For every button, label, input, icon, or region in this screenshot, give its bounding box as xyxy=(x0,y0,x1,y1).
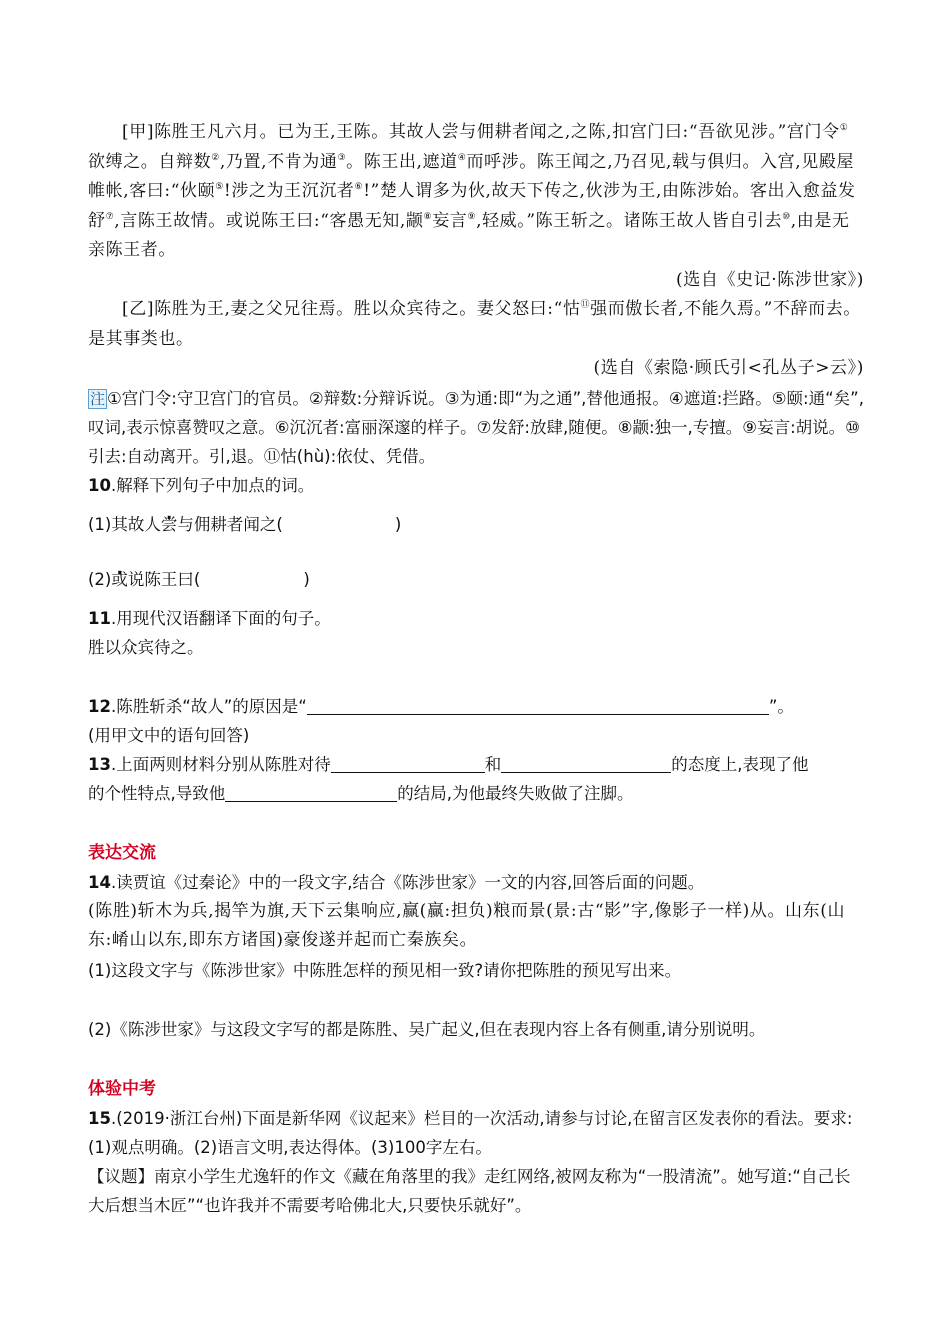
question-14-item-2: (2)《陈涉世家》与这段文字写的都是陈胜、吴广起义,但在表现内容上各有侧重,请分别说明。 xyxy=(88,1019,766,1039)
question-15: 15.(2019·浙江台州)下面是新华网《议起来》栏目的一次活动,请参与讨论,在留言区发表你的看法。要求:(1)观点明确。(2)语言文明,表达得体。(3)100字左右。 xyxy=(88,1108,853,1157)
question-14-quote: (陈胜)斩木为兵,揭竿为旗,天下云集响应,赢(赢:担负)粮而景(景:古“影”字,像影子一样)从。山东(山东:崤山以东,即东方诸国)豪俊遂并起而亡秦族矣。 xyxy=(88,900,846,950)
passage-yi: [乙]陈胜为王,妻之父兄往焉。胜以众宾待之。妻父怒曰:“怙⑪强而傲长者,不能久焉。”不辞而去。是其事类也。 xyxy=(88,299,861,349)
question-14-item-1: (1)这段文字与《陈涉世家》中陈胜怎样的预见相一致?请你把陈胜的预见写出来。 xyxy=(88,960,682,980)
passage-yi-source: (选自《索隐·顾氏引<孔丛子>云》) xyxy=(593,358,864,378)
question-10-item-1: (1)其故人尝与佣耕者闻之( ) xyxy=(88,514,402,534)
answer-blank[interactable] xyxy=(225,783,397,802)
question-10: 10.解释下列句子中加点的词。 xyxy=(88,475,315,495)
passage-jia-source: (选自《史记·陈涉世家》) xyxy=(676,269,864,290)
question-10-item-2: (2)或说陈王曰( ) xyxy=(88,569,310,589)
question-15-topic: 【议题】南京小学生尤逸轩的作文《藏在角落里的我》走红网络,被网友称为“一股清流”。她写道:“自己长大后想当木匠”“也许我并不需要考哈佛北大,只要快乐就好”。 xyxy=(88,1166,851,1215)
question-14: 14.读贾谊《过秦论》中的一段文字,结合《陈涉世家》一文的内容,回答后面的问题。 xyxy=(88,872,705,892)
question-12: 12.陈胜斩杀“故人”的原因是“ ”。 xyxy=(88,696,794,716)
section-heading-exam: 体验中考 xyxy=(88,1078,156,1099)
question-12-hint: (用甲文中的语句回答) xyxy=(88,725,250,745)
answer-blank[interactable] xyxy=(331,754,485,773)
question-13: 13.上面两则材料分别从陈胜对待 和 的态度上,表现了他 的个性特点,导致他 的结局,为他最终失败做了注脚。 xyxy=(88,754,809,803)
question-11-sentence: 胜以众宾待之。 xyxy=(88,637,204,657)
question-11: 11.用现代汉语翻译下面的句子。 xyxy=(88,608,331,628)
worksheet-page xyxy=(88,118,864,1220)
note-tag-icon: 注 xyxy=(90,389,106,408)
answer-blank[interactable] xyxy=(501,754,671,773)
annotations: 注 ①宫门令:守卫宫门的官员。②辩数:分辩诉说。③为通:即“为之通”,替他通报。④遮道:拦路。⑤颐:通“矣”,叹词,表示惊喜赞叹之意。⑥沉沉者:富丽深邃的样子。⑦发舒:放肆,随便。⑧颛:独一,专擅。⑨妄言:胡说。⑩引去:自动离开。引,退。⑪怙(hù):依仗、凭借。 xyxy=(88,388,864,466)
answer-blank[interactable] xyxy=(307,696,769,715)
section-heading-expression: 表达交流 xyxy=(88,842,156,863)
passage-jia: [甲]陈胜王凡六月。已为王,王陈。其故人尝与佣耕者闻之,之陈,扣宫门曰:“吾欲见涉。”宫门令①欲缚之。自辩数②,乃置,不肯为通③。陈王出,遮道④而呼涉。陈王闻之,乃召见,载与俱归。入宫,见殿屋帷帐,客曰:“伙颐⑤!涉之为王沉沉者⑥!”楚人谓多为伙,故天下传之,伙涉为王,由陈涉始。客出入愈益发舒⑦,言陈王故情。或说陈王曰:“客愚无知,颛⑧妄言⑨,轻威。”陈王斩之。诸陈王故人皆自引去⑩,由是无亲陈王者。 xyxy=(88,122,856,260)
